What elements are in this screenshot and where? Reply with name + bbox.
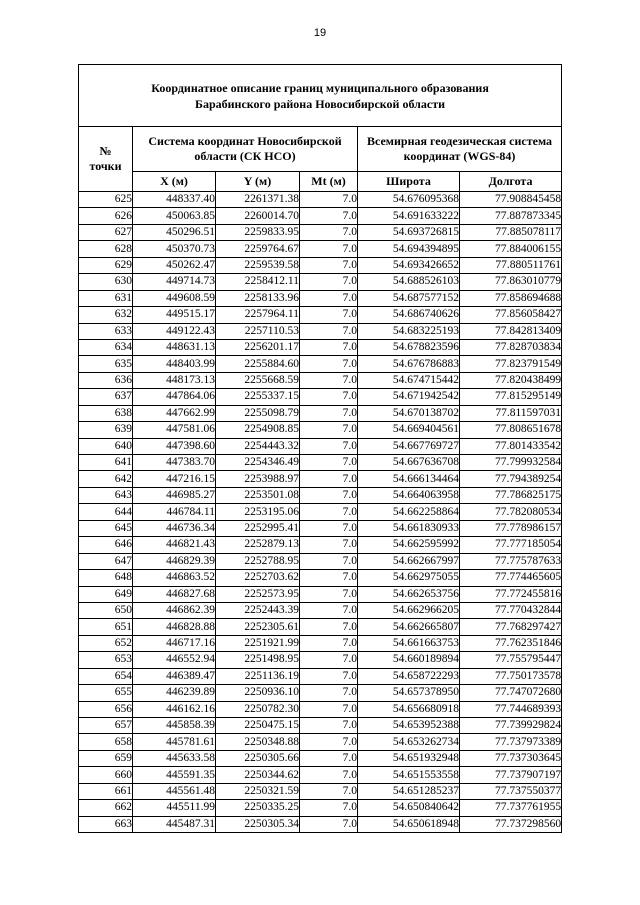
- x-cell: 447581.06: [133, 422, 216, 438]
- x-cell: 450063.85: [133, 208, 216, 224]
- latitude-cell: 54.667769727: [358, 438, 460, 454]
- point-number-cell: 655: [79, 685, 133, 701]
- table-title: [79, 65, 562, 127]
- longitude-cell: 77.737761955: [460, 800, 562, 816]
- point-number-cell: 653: [79, 652, 133, 668]
- longitude-cell: 77.880511761: [460, 257, 562, 273]
- table-row: [79, 586, 562, 602]
- latitude-cell: 54.660189894: [358, 652, 460, 668]
- point-number-cell: 652: [79, 635, 133, 651]
- mt-cell: 7.0: [300, 471, 358, 487]
- y-cell: 2256201.17: [216, 339, 300, 355]
- latitude-cell: 54.656680918: [358, 701, 460, 717]
- mt-cell: 7.0: [300, 570, 358, 586]
- longitude-cell: 77.737303645: [460, 750, 562, 766]
- point-number-cell: 625: [79, 192, 133, 208]
- latitude-cell: 54.676095368: [358, 192, 460, 208]
- x-cell: 447383.70: [133, 455, 216, 471]
- x-cell: 448631.13: [133, 339, 216, 355]
- latitude-cell: 54.676786883: [358, 356, 460, 372]
- table-row: [79, 635, 562, 651]
- mt-cell: 7.0: [300, 224, 358, 240]
- table-row: [79, 438, 562, 454]
- mt-cell: 7.0: [300, 487, 358, 503]
- y-cell: 2253988.97: [216, 471, 300, 487]
- mt-cell: 7.0: [300, 290, 358, 306]
- table-row: [79, 816, 562, 832]
- latitude-cell: 54.662975055: [358, 570, 460, 586]
- mt-cell: 7.0: [300, 520, 358, 536]
- table-row: [79, 767, 562, 783]
- point-number-cell: 628: [79, 241, 133, 257]
- x-cell: 446828.88: [133, 619, 216, 635]
- latitude-cell: 54.686740626: [358, 307, 460, 323]
- latitude-cell: 54.662665807: [358, 619, 460, 635]
- latitude-cell: 54.653262734: [358, 734, 460, 750]
- point-number-cell: 645: [79, 520, 133, 536]
- point-number-cell: 641: [79, 455, 133, 471]
- y-cell: 2259539.58: [216, 257, 300, 273]
- y-cell: 2250335.25: [216, 800, 300, 816]
- longitude-cell: 77.858694688: [460, 290, 562, 306]
- point-number-cell: 648: [79, 570, 133, 586]
- mt-cell: 7.0: [300, 323, 358, 339]
- point-number-cell: 642: [79, 471, 133, 487]
- table-row: [79, 504, 562, 520]
- y-cell: 2261371.38: [216, 192, 300, 208]
- y-cell: 2255884.60: [216, 356, 300, 372]
- longitude-cell: 77.778986157: [460, 520, 562, 536]
- wgs84-system-header: Всемирная геодезическая система координат (WGS-84): [358, 127, 562, 172]
- table-row: [79, 553, 562, 569]
- x-cell: 446827.68: [133, 586, 216, 602]
- latitude-cell: 54.658722293: [358, 668, 460, 684]
- point-number-cell: 626: [79, 208, 133, 224]
- latitude-cell: 54.683225193: [358, 323, 460, 339]
- longitude-cell: 77.811597031: [460, 405, 562, 421]
- point-number-cell: 646: [79, 537, 133, 553]
- mt-cell: 7.0: [300, 208, 358, 224]
- latitude-cell: 54.671942542: [358, 389, 460, 405]
- x-cell: 445781.61: [133, 734, 216, 750]
- x-cell: 449122.43: [133, 323, 216, 339]
- x-cell: 450296.51: [133, 224, 216, 240]
- latitude-cell: 54.661830933: [358, 520, 460, 536]
- latitude-cell: 54.693726815: [358, 224, 460, 240]
- longitude-cell: 77.744689393: [460, 701, 562, 717]
- table-row: [79, 208, 562, 224]
- x-cell: 450370.73: [133, 241, 216, 257]
- longitude-cell: 77.842813409: [460, 323, 562, 339]
- x-cell: 446389.47: [133, 668, 216, 684]
- y-cell: 2255668.59: [216, 372, 300, 388]
- table-row: [79, 290, 562, 306]
- y-cell: 2251498.95: [216, 652, 300, 668]
- point-number-symbol: №: [99, 144, 112, 158]
- point-number-cell: 638: [79, 405, 133, 421]
- point-number-cell: 658: [79, 734, 133, 750]
- mt-cell: 7.0: [300, 553, 358, 569]
- table-row: [79, 241, 562, 257]
- latitude-cell: 54.687577152: [358, 290, 460, 306]
- x-cell: 449714.73: [133, 274, 216, 290]
- y-cell: 2250305.34: [216, 816, 300, 832]
- x-cell: 445511.99: [133, 800, 216, 816]
- table-row: [79, 224, 562, 240]
- table-row: [79, 356, 562, 372]
- mt-cell: 7.0: [300, 274, 358, 290]
- table-row: [79, 734, 562, 750]
- longitude-cell: 77.808651678: [460, 422, 562, 438]
- longitude-cell: 77.777185054: [460, 537, 562, 553]
- x-cell: 447398.60: [133, 438, 216, 454]
- table-row: [79, 537, 562, 553]
- y-cell: 2250475.15: [216, 718, 300, 734]
- x-cell: 445487.31: [133, 816, 216, 832]
- longitude-cell: 77.775787633: [460, 553, 562, 569]
- longitude-cell: 77.820438499: [460, 372, 562, 388]
- latitude-cell: 54.657378950: [358, 685, 460, 701]
- x-column-header: X (м): [133, 172, 216, 192]
- table-body: [79, 192, 562, 833]
- mt-cell: 7.0: [300, 783, 358, 799]
- mt-cell: 7.0: [300, 455, 358, 471]
- longitude-cell: 77.884006155: [460, 241, 562, 257]
- table-row: [79, 652, 562, 668]
- x-cell: 445633.58: [133, 750, 216, 766]
- x-cell: 447864.06: [133, 389, 216, 405]
- mt-cell: 7.0: [300, 816, 358, 832]
- x-cell: 449608.59: [133, 290, 216, 306]
- latitude-cell: 54.650618948: [358, 816, 460, 832]
- table-row: [79, 602, 562, 618]
- mt-cell: 7.0: [300, 652, 358, 668]
- table-title-line-2: Барабинского района Новосибирской области: [195, 96, 446, 111]
- mt-cell: 7.0: [300, 668, 358, 684]
- mt-cell: 7.0: [300, 800, 358, 816]
- table-row: [79, 570, 562, 586]
- mt-cell: 7.0: [300, 389, 358, 405]
- y-cell: 2260014.70: [216, 208, 300, 224]
- y-cell: 2252788.95: [216, 553, 300, 569]
- x-cell: 446863.52: [133, 570, 216, 586]
- latitude-cell: 54.666134464: [358, 471, 460, 487]
- table-row: [79, 750, 562, 766]
- y-cell: 2252443.39: [216, 602, 300, 618]
- mt-cell: 7.0: [300, 602, 358, 618]
- table-row: [79, 339, 562, 355]
- latitude-cell: 54.650840642: [358, 800, 460, 816]
- point-number-cell: 647: [79, 553, 133, 569]
- table-row: [79, 701, 562, 717]
- x-cell: 446862.39: [133, 602, 216, 618]
- x-cell: 448337.40: [133, 192, 216, 208]
- latitude-cell: 54.661663753: [358, 635, 460, 651]
- longitude-cell: 77.885078117: [460, 224, 562, 240]
- point-number-cell: 629: [79, 257, 133, 273]
- mt-cell: 7.0: [300, 586, 358, 602]
- longitude-cell: 77.828703834: [460, 339, 562, 355]
- y-cell: 2255098.79: [216, 405, 300, 421]
- x-cell: 448403.99: [133, 356, 216, 372]
- y-cell: 2252995.41: [216, 520, 300, 536]
- point-number-cell: 656: [79, 701, 133, 717]
- point-number-cell: 640: [79, 438, 133, 454]
- mt-cell: 7.0: [300, 241, 358, 257]
- mt-column-header: Mt (м): [300, 172, 358, 192]
- point-number-cell: 632: [79, 307, 133, 323]
- latitude-cell: 54.670138702: [358, 405, 460, 421]
- x-cell: 446829.39: [133, 553, 216, 569]
- y-cell: 2252879.13: [216, 537, 300, 553]
- table-row: [79, 405, 562, 421]
- y-cell: 2257964.11: [216, 307, 300, 323]
- mt-cell: 7.0: [300, 619, 358, 635]
- table-row: [79, 192, 562, 208]
- longitude-cell: 77.737973389: [460, 734, 562, 750]
- mt-cell: 7.0: [300, 685, 358, 701]
- x-cell: 446821.43: [133, 537, 216, 553]
- mt-cell: 7.0: [300, 635, 358, 651]
- latitude-cell: 54.694394895: [358, 241, 460, 257]
- y-column-header: Y (м): [216, 172, 300, 192]
- x-cell: 447216.15: [133, 471, 216, 487]
- x-cell: 448173.13: [133, 372, 216, 388]
- point-number-cell: 649: [79, 586, 133, 602]
- point-number-cell: 661: [79, 783, 133, 799]
- y-cell: 2253501.08: [216, 487, 300, 503]
- longitude-cell: 77.755795447: [460, 652, 562, 668]
- y-cell: 2250348.88: [216, 734, 300, 750]
- table-row: [79, 274, 562, 290]
- point-number-cell: 627: [79, 224, 133, 240]
- longitude-cell: 77.774465605: [460, 570, 562, 586]
- latitude-cell: 54.662653756: [358, 586, 460, 602]
- table-row: [79, 668, 562, 684]
- table-row: [79, 685, 562, 701]
- y-cell: 2250344.62: [216, 767, 300, 783]
- y-cell: 2252573.95: [216, 586, 300, 602]
- latitude-column-header: Широта: [358, 172, 460, 192]
- point-number-cell: 636: [79, 372, 133, 388]
- y-cell: 2254908.85: [216, 422, 300, 438]
- longitude-cell: 77.762351846: [460, 635, 562, 651]
- mt-cell: 7.0: [300, 339, 358, 355]
- y-cell: 2258133.96: [216, 290, 300, 306]
- longitude-cell: 77.823791549: [460, 356, 562, 372]
- x-cell: 446784.11: [133, 504, 216, 520]
- table-row: [79, 257, 562, 273]
- y-cell: 2254346.49: [216, 455, 300, 471]
- longitude-cell: 77.782080534: [460, 504, 562, 520]
- x-cell: 445858.39: [133, 718, 216, 734]
- table-row: [79, 520, 562, 536]
- x-cell: 447662.99: [133, 405, 216, 421]
- point-number-cell: 657: [79, 718, 133, 734]
- longitude-cell: 77.772455816: [460, 586, 562, 602]
- x-cell: 445591.35: [133, 767, 216, 783]
- y-cell: 2255337.15: [216, 389, 300, 405]
- longitude-cell: 77.747072680: [460, 685, 562, 701]
- mt-cell: 7.0: [300, 257, 358, 273]
- point-number-cell: 633: [79, 323, 133, 339]
- point-number-cell: 660: [79, 767, 133, 783]
- point-number-cell: 630: [79, 274, 133, 290]
- y-cell: 2250782.30: [216, 701, 300, 717]
- y-cell: 2251136.19: [216, 668, 300, 684]
- y-cell: 2250936.10: [216, 685, 300, 701]
- mt-cell: 7.0: [300, 767, 358, 783]
- table-row: [79, 800, 562, 816]
- y-cell: 2257110.53: [216, 323, 300, 339]
- table-row: [79, 455, 562, 471]
- y-cell: 2250305.66: [216, 750, 300, 766]
- table-row: [79, 422, 562, 438]
- longitude-cell: 77.887873345: [460, 208, 562, 224]
- x-cell: 446239.89: [133, 685, 216, 701]
- latitude-cell: 54.674715442: [358, 372, 460, 388]
- table-row: [79, 471, 562, 487]
- latitude-cell: 54.667636708: [358, 455, 460, 471]
- y-cell: 2259833.95: [216, 224, 300, 240]
- latitude-cell: 54.688526103: [358, 274, 460, 290]
- latitude-cell: 54.662667997: [358, 553, 460, 569]
- x-cell: 446552.94: [133, 652, 216, 668]
- point-number-cell: 637: [79, 389, 133, 405]
- longitude-cell: 77.801433542: [460, 438, 562, 454]
- x-cell: 446985.27: [133, 487, 216, 503]
- table-row: [79, 323, 562, 339]
- x-cell: 446162.16: [133, 701, 216, 717]
- point-number-cell: 650: [79, 602, 133, 618]
- mt-cell: 7.0: [300, 718, 358, 734]
- latitude-cell: 54.678823596: [358, 339, 460, 355]
- longitude-cell: 77.750173578: [460, 668, 562, 684]
- mt-cell: 7.0: [300, 405, 358, 421]
- longitude-cell: 77.908845458: [460, 192, 562, 208]
- point-number-cell: 659: [79, 750, 133, 766]
- longitude-cell: 77.737298560: [460, 816, 562, 832]
- longitude-cell: 77.799932584: [460, 455, 562, 471]
- y-cell: 2252305.61: [216, 619, 300, 635]
- point-number-cell: 631: [79, 290, 133, 306]
- mt-cell: 7.0: [300, 372, 358, 388]
- table-title-line-1: Координатное описание границ муниципального образования: [151, 80, 489, 95]
- table-row: [79, 718, 562, 734]
- latitude-cell: 54.662595992: [358, 537, 460, 553]
- x-cell: 446736.34: [133, 520, 216, 536]
- y-cell: 2251921.99: [216, 635, 300, 651]
- point-number-cell: 662: [79, 800, 133, 816]
- longitude-column-header: Долгота: [460, 172, 562, 192]
- latitude-cell: 54.691633222: [358, 208, 460, 224]
- longitude-cell: 77.863010779: [460, 274, 562, 290]
- mt-cell: 7.0: [300, 438, 358, 454]
- longitude-cell: 77.856058427: [460, 307, 562, 323]
- x-cell: 446717.16: [133, 635, 216, 651]
- table-row: [79, 307, 562, 323]
- mt-cell: 7.0: [300, 356, 358, 372]
- longitude-cell: 77.768297427: [460, 619, 562, 635]
- mt-cell: 7.0: [300, 192, 358, 208]
- point-number-label: точки: [89, 159, 122, 173]
- point-number-header: [79, 127, 133, 192]
- table-row: [79, 389, 562, 405]
- point-number-cell: 635: [79, 356, 133, 372]
- coordinates-table: [78, 64, 562, 833]
- y-cell: 2250321.59: [216, 783, 300, 799]
- point-number-cell: 634: [79, 339, 133, 355]
- y-cell: 2259764.67: [216, 241, 300, 257]
- latitude-cell: 54.651932948: [358, 750, 460, 766]
- mt-cell: 7.0: [300, 537, 358, 553]
- latitude-cell: 54.651285237: [358, 783, 460, 799]
- longitude-cell: 77.794389254: [460, 471, 562, 487]
- latitude-cell: 54.662966205: [358, 602, 460, 618]
- latitude-cell: 54.651553558: [358, 767, 460, 783]
- latitude-cell: 54.664063958: [358, 487, 460, 503]
- point-number-cell: 654: [79, 668, 133, 684]
- mt-cell: 7.0: [300, 422, 358, 438]
- longitude-cell: 77.770432844: [460, 602, 562, 618]
- mt-cell: 7.0: [300, 750, 358, 766]
- longitude-cell: 77.737550377: [460, 783, 562, 799]
- longitude-cell: 77.786825175: [460, 487, 562, 503]
- latitude-cell: 54.669404561: [358, 422, 460, 438]
- x-cell: 445561.48: [133, 783, 216, 799]
- longitude-cell: 77.815295149: [460, 389, 562, 405]
- point-number-cell: 643: [79, 487, 133, 503]
- y-cell: 2252703.62: [216, 570, 300, 586]
- nso-system-header: Система координат Новосибирской области (СК НСО): [133, 127, 358, 172]
- mt-cell: 7.0: [300, 504, 358, 520]
- table-row: [79, 487, 562, 503]
- mt-cell: 7.0: [300, 734, 358, 750]
- point-number-cell: 639: [79, 422, 133, 438]
- table-row: [79, 372, 562, 388]
- mt-cell: 7.0: [300, 307, 358, 323]
- y-cell: 2254443.32: [216, 438, 300, 454]
- latitude-cell: 54.653952388: [358, 718, 460, 734]
- latitude-cell: 54.662258864: [358, 504, 460, 520]
- table-row: [79, 783, 562, 799]
- point-number-cell: 644: [79, 504, 133, 520]
- point-number-cell: 651: [79, 619, 133, 635]
- x-cell: 450262.47: [133, 257, 216, 273]
- latitude-cell: 54.693426652: [358, 257, 460, 273]
- page-number: 19: [313, 27, 327, 39]
- y-cell: 2253195.06: [216, 504, 300, 520]
- table-row: [79, 619, 562, 635]
- x-cell: 449515.17: [133, 307, 216, 323]
- longitude-cell: 77.739929824: [460, 718, 562, 734]
- mt-cell: 7.0: [300, 701, 358, 717]
- longitude-cell: 77.737907197: [460, 767, 562, 783]
- y-cell: 2258412.11: [216, 274, 300, 290]
- point-number-cell: 663: [79, 816, 133, 832]
